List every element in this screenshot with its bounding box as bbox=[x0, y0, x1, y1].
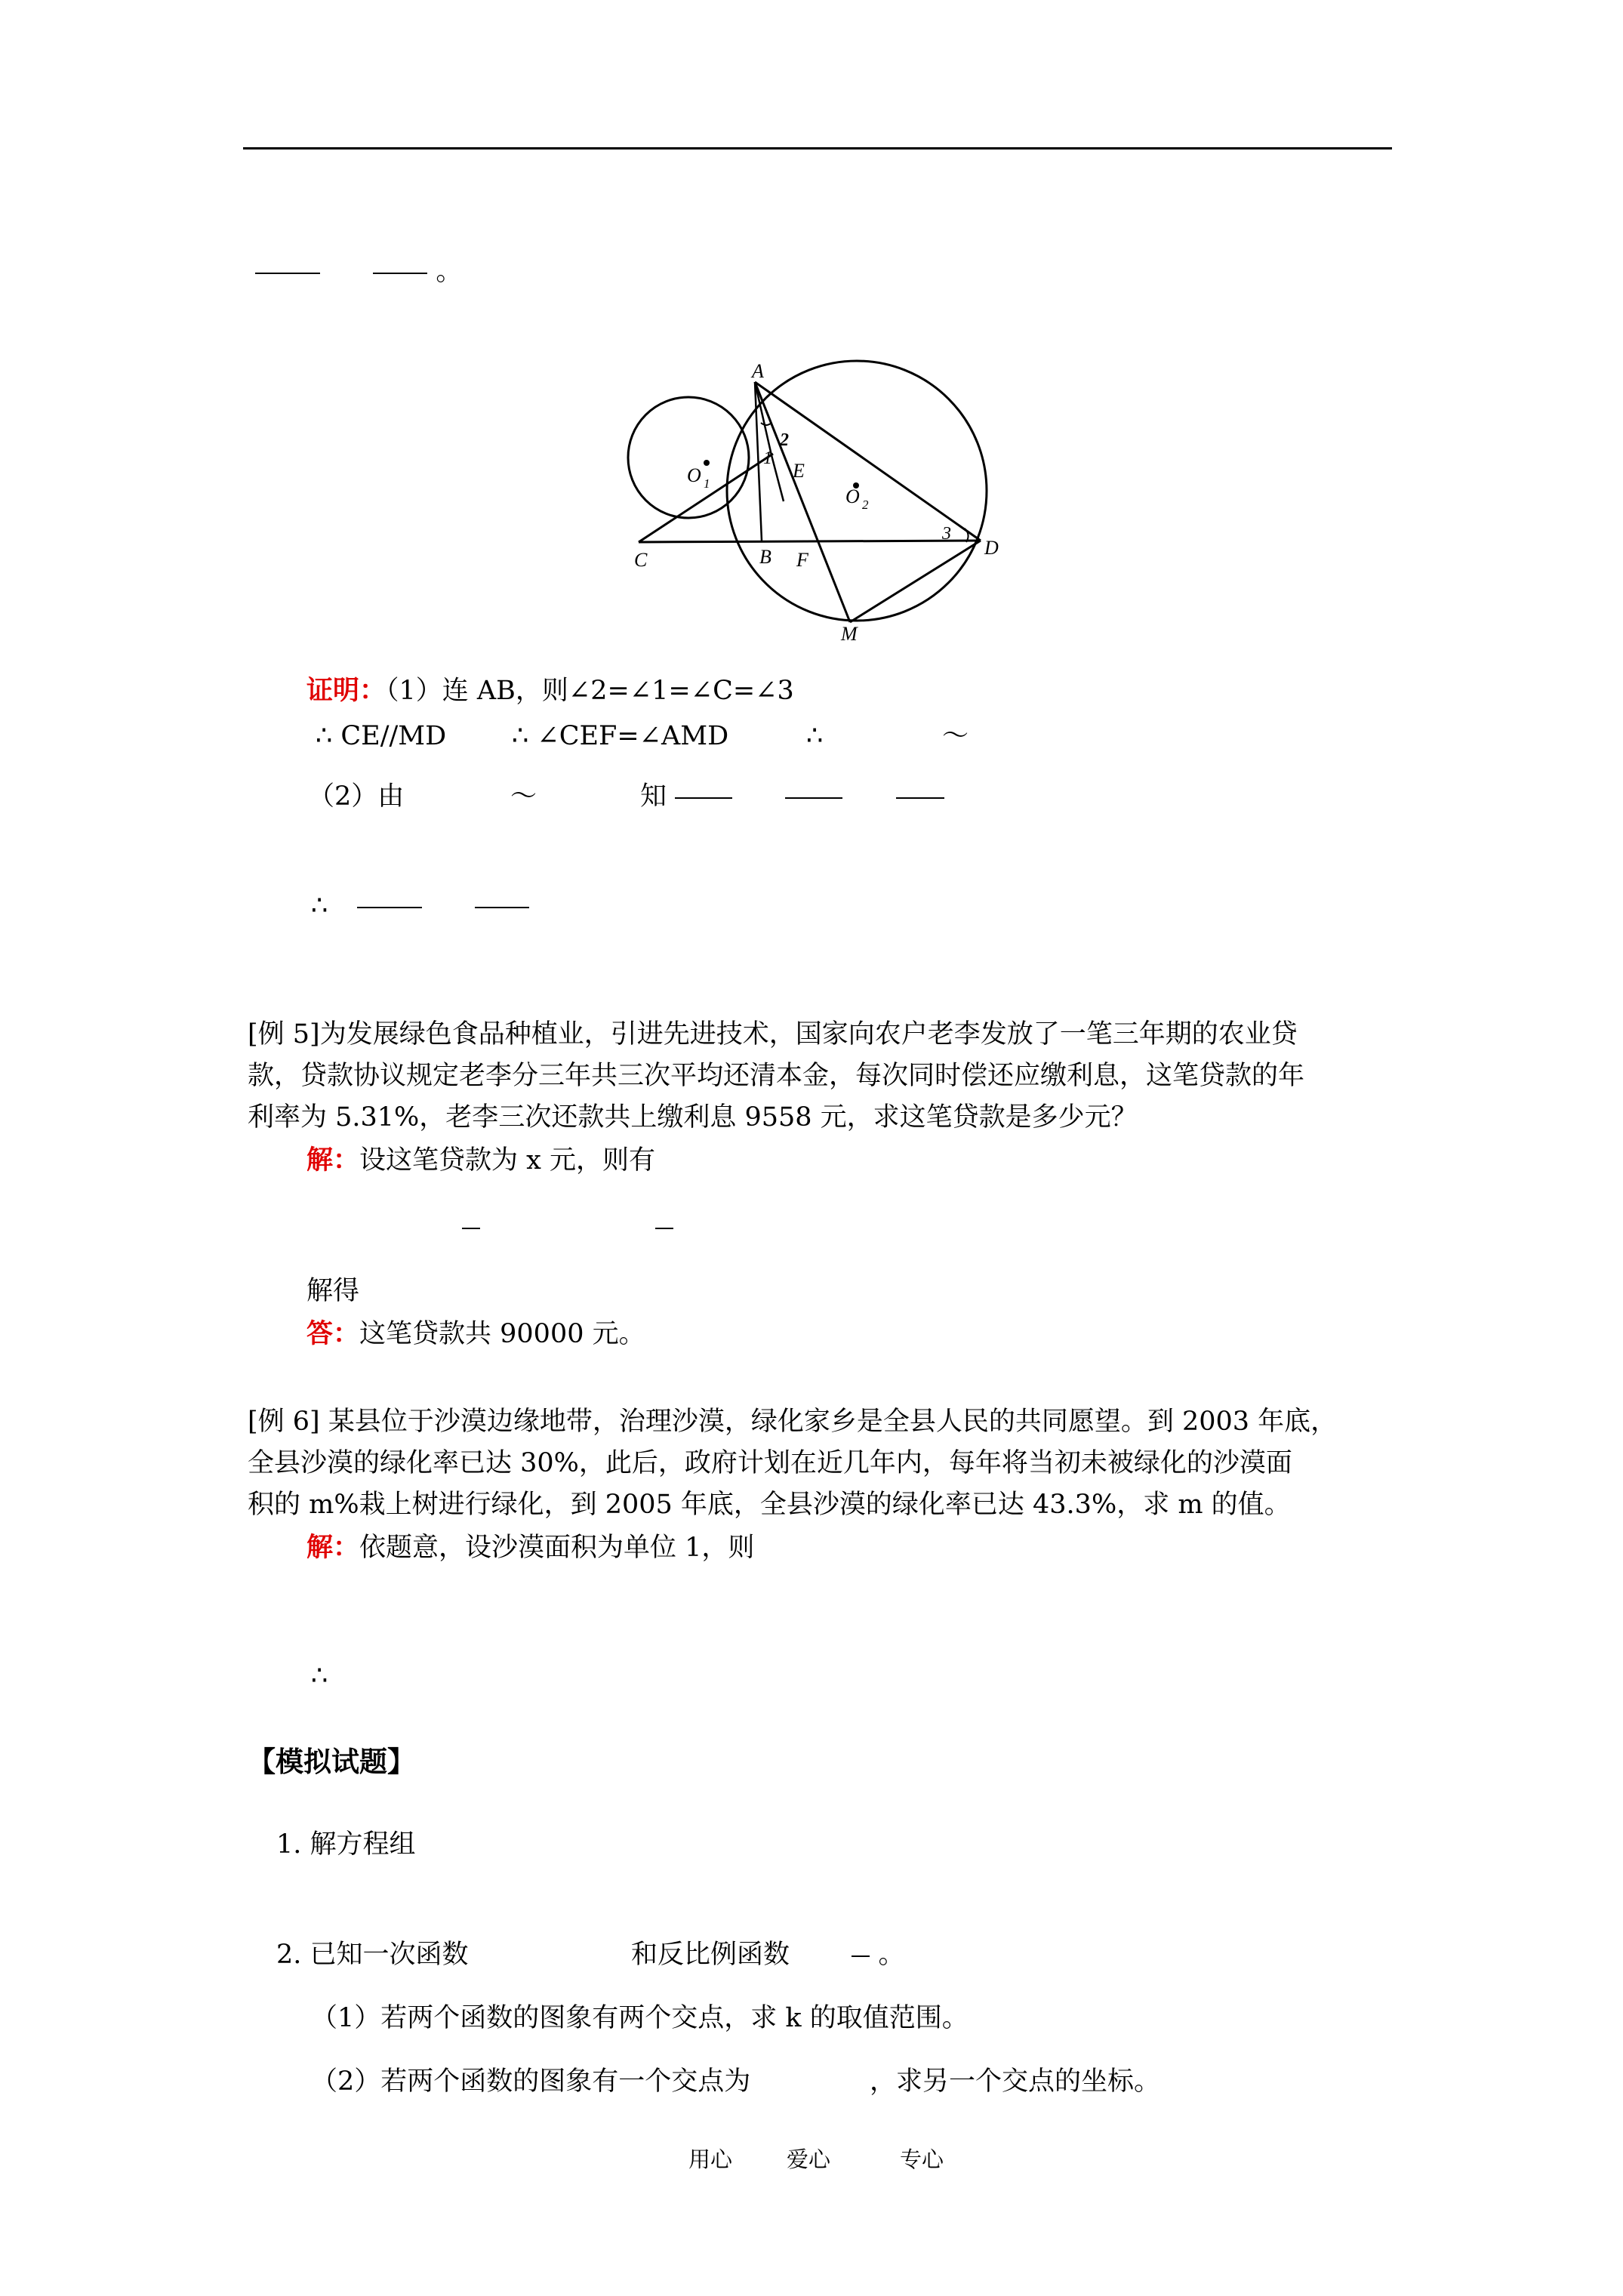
example5-solution bbox=[306, 1142, 655, 1179]
segment-ad bbox=[755, 382, 981, 541]
header-rule bbox=[243, 147, 1392, 149]
fraction-bar bbox=[357, 907, 422, 908]
label-d: D bbox=[984, 537, 999, 559]
example5-line-2: 款，贷款协议规定老李分三年共三次平均还清本金，每次同时偿还应缴利息，这笔贷款的年 bbox=[248, 1061, 1305, 1091]
geometry-figure bbox=[611, 355, 1012, 649]
question-2 bbox=[276, 1936, 469, 1974]
question-2-part-c: 。 bbox=[878, 1940, 905, 1970]
answer-label: 答： bbox=[306, 1318, 360, 1349]
example6-line-3: 积的 m%栽上树进行绿化，到 2005 年底，全县沙漠的绿化率已达 43.3%，求 m 的值。 bbox=[248, 1490, 1291, 1520]
full-stop: 。 bbox=[436, 257, 463, 287]
proof-angle-equal: ∴ ∠CEF=∠AMD bbox=[512, 721, 729, 751]
fraction-bar bbox=[462, 1228, 480, 1229]
question-2-sub-2-tail bbox=[870, 2063, 1160, 2100]
question-2-part-a: 2. 已知一次函数 bbox=[276, 1940, 469, 1970]
footer-item-1: 用心 bbox=[688, 2147, 733, 2172]
mock-test-heading: 【模拟试题】 bbox=[248, 1745, 415, 1778]
proof-line-3 bbox=[308, 778, 404, 815]
label-o2-subscript: 2 bbox=[862, 498, 869, 512]
proof-line-3-similar bbox=[510, 778, 537, 815]
solution-text: 依题意，设沙漠面积为单位 1，则 bbox=[359, 1533, 755, 1563]
proof-parallel: ∴ CE//MD bbox=[316, 721, 447, 751]
question-2-sub-1: （1）若两个函数的图象有两个交点，求 k 的取值范围。 bbox=[311, 2003, 969, 2033]
fraction-bar bbox=[785, 797, 842, 799]
example5-line-3: 利率为 5.31%，老李三次还款共上缴利息 9558 元，求这笔贷款是多少元？ bbox=[248, 1102, 1138, 1133]
fraction-bar bbox=[852, 1955, 870, 1957]
solution-label: 解： bbox=[306, 1145, 360, 1176]
label-e: E bbox=[793, 460, 805, 482]
question-2-inverse bbox=[631, 1936, 904, 1974]
label-m: M bbox=[841, 623, 858, 645]
label-f: F bbox=[796, 549, 808, 571]
proof-line-2-similar bbox=[942, 717, 969, 755]
proof-line-3-know bbox=[640, 778, 944, 815]
proof-step-1: （1）连 AB，则∠2=∠1=∠C=∠3 bbox=[386, 676, 794, 706]
fraction-bar bbox=[255, 273, 320, 274]
label-angle-3: 3 bbox=[942, 524, 951, 544]
similar-symbol: ～ bbox=[510, 781, 537, 812]
example5-answer bbox=[306, 1315, 645, 1353]
label-angle-1: 1 bbox=[763, 448, 772, 468]
example6-therefore: ∴ bbox=[311, 1661, 328, 1691]
question-2-sub-2 bbox=[311, 2063, 750, 2100]
top-fragment bbox=[255, 253, 462, 291]
example5-equation bbox=[462, 1208, 673, 1246]
example6-line-2: 全县沙漠的绿化率已达 30%，此后，政府计划在近几年内，每年将当初未被绿化的沙漠面 bbox=[248, 1448, 1292, 1478]
proof-line-4 bbox=[311, 887, 529, 925]
example6-solution bbox=[306, 1529, 754, 1567]
label-c: C bbox=[634, 549, 648, 571]
fraction-bar bbox=[475, 907, 529, 908]
proof-step-2-from: （2）由 bbox=[308, 781, 405, 812]
proof-line-1 bbox=[306, 672, 794, 710]
footer-item-2: 爱心 bbox=[787, 2147, 831, 2172]
therefore-symbol: ∴ bbox=[311, 891, 328, 921]
example5-line-1: [例 5]为发展绿色食品种植业，引进先进技术，国家向农户老李发放了一笔三年期的农业贷 bbox=[248, 1019, 1298, 1049]
fraction-bar bbox=[896, 797, 944, 799]
example6-line-1: [例 6] 某县位于沙漠边缘地带，治理沙漠，绿化家乡是全县人民的共同愿望。到 2003 年底， bbox=[248, 1407, 1338, 1437]
segment-cd bbox=[639, 541, 981, 542]
segment-md bbox=[850, 541, 981, 622]
label-a: A bbox=[752, 360, 764, 382]
answer-text: 这笔贷款共 90000 元。 bbox=[359, 1319, 645, 1349]
center-dot-o1 bbox=[704, 460, 710, 466]
proof-label: 证明： bbox=[306, 675, 387, 706]
fraction-bar bbox=[655, 1228, 673, 1229]
proof-line-2-therefore bbox=[806, 717, 823, 755]
label-angle-2: 2 bbox=[780, 430, 789, 450]
question-1: 1. 解方程组 bbox=[276, 1829, 416, 1860]
label-b: B bbox=[759, 546, 771, 568]
label-o1-subscript: 1 bbox=[704, 476, 710, 491]
similar-symbol: ～ bbox=[942, 721, 969, 751]
fraction-bar bbox=[675, 797, 732, 799]
solution-text: 设这笔贷款为 x 元，则有 bbox=[359, 1145, 656, 1176]
proof-step-2-know: 知 bbox=[640, 781, 667, 812]
question-2-part-b: 和反比例函数 bbox=[631, 1940, 790, 1970]
example5-solved: 解得 bbox=[306, 1276, 360, 1306]
label-o1: O bbox=[687, 464, 701, 486]
segment-ce bbox=[639, 454, 773, 542]
therefore-symbol: ∴ bbox=[806, 721, 824, 751]
label-o2: O bbox=[845, 485, 860, 507]
proof-line-2 bbox=[316, 717, 446, 755]
solution-label: 解： bbox=[306, 1532, 360, 1563]
proof-line-2-angle bbox=[512, 717, 728, 755]
footer-item-3: 专心 bbox=[900, 2147, 944, 2172]
question-2-sub-2-part-b: ，求另一个交点的坐标。 bbox=[870, 2066, 1161, 2097]
angle-mark bbox=[761, 423, 771, 425]
question-2-sub-2-part-a: （2）若两个函数的图象有一个交点为 bbox=[311, 2066, 751, 2097]
fraction-bar bbox=[373, 273, 427, 274]
